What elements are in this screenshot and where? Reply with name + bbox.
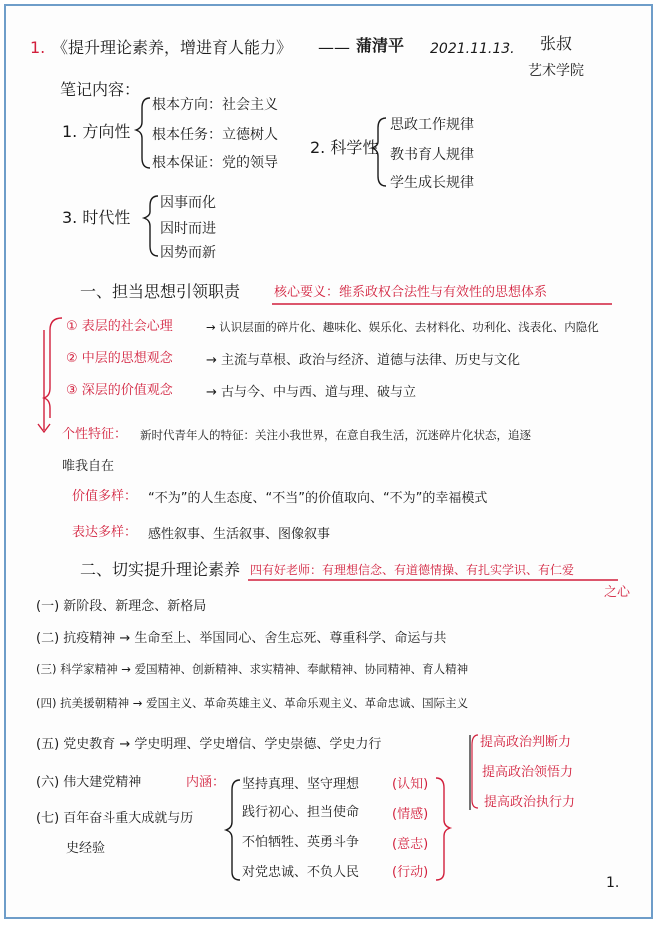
header-author: 张叔: [540, 34, 573, 53]
s1-personal-cont: 唯我自在: [62, 459, 115, 474]
s2-teacher: 四有好老师：有理想信念、有道德情操、有扎实学识、有仁爱: [250, 563, 575, 577]
header-school: 艺术学院: [528, 63, 584, 79]
s2-inner-tag: (认知): [392, 777, 429, 792]
s2-inner-text: 对党忠诚、不负人民: [242, 865, 360, 880]
p3-item: 因事而化: [160, 195, 216, 211]
p1-label: 1. 方向性: [62, 122, 131, 141]
s1-item-text: → 认识层面的碎片化、趣味化、娱乐化、去材料化、功利化、浅表化、内隐化: [206, 320, 599, 334]
header-title: 《提升理论素养，增进育人能力》: [52, 38, 293, 57]
s2-inner-text: 不怕牺牲、英勇斗争: [242, 835, 360, 850]
s1-express-text: 感性叙事、生活叙事、图像叙事: [148, 527, 331, 542]
s2-improve: 提高政治执行力: [484, 795, 576, 810]
s2-inner-tag: (情感): [392, 807, 429, 822]
p1-item: 根本保证：党的领导: [152, 155, 278, 171]
s2-item: (二) 抗疫精神 → 生命至上、举国同心、舍生忘死、尊重科学、命运与共: [36, 631, 447, 646]
s2-item: (五) 党史教育 → 学史明理、学史增信、学史崇德、学史力行: [36, 737, 382, 752]
s1-item-label: ① 表层的社会心理: [66, 319, 173, 334]
s2-improve: 提高政治领悟力: [482, 765, 574, 780]
s2-title: 二、切实提升理论素养: [80, 560, 241, 579]
header-number: 1.: [30, 38, 46, 57]
s2-inner-text: 践行初心、担当使命: [242, 805, 360, 820]
s2-inner-label: 内涵：: [186, 775, 226, 790]
s2-item: (四) 抗美援朝精神 → 爱国主义、革命英雄主义、革命乐观主义、革命忠诚、国际主义: [36, 696, 469, 710]
s2-item6-label: (六) 伟大建党精神: [36, 775, 142, 790]
red-bracket-s1: [44, 318, 62, 418]
s2-item: (一) 新阶段、新理念、新格局: [36, 599, 207, 614]
header-dash: ——: [318, 38, 350, 57]
p2-item: 学生成长规律: [390, 175, 474, 191]
notes-label: 笔记内容：: [60, 80, 141, 99]
s1-item-label: ② 中层的思想观念: [66, 351, 173, 366]
s2-inner-tag: (行动): [392, 865, 429, 880]
s1-item-label: ③ 深层的价值观念: [66, 383, 173, 398]
header-date: 2021.11.13.: [430, 41, 515, 57]
header-speaker: 蒲清平: [356, 36, 405, 55]
s1-personal-text: 新时代青年人的特征：关注小我世界，在意自我生活，沉迷碎片化状态，追逐: [140, 428, 531, 442]
s1-personal-label: 个性特征：: [62, 427, 128, 442]
brace-p1: [136, 98, 150, 168]
brace-item6: [226, 780, 240, 880]
s1-essence: 核心要义：维系政权合法性与有效性的思想体系: [274, 285, 548, 300]
s1-value-text: “不为”的人生态度、“不当”的价值取向、“不为”的幸福模式: [148, 491, 488, 506]
p1-item: 根本任务：立德树人: [152, 127, 278, 143]
s2-item: (三) 科学家精神 → 爱国精神、创新精神、求实精神、奉献精神、协同精神、育人精神: [36, 662, 469, 676]
brace-tags: [436, 778, 450, 880]
s1-item-text: → 主流与草根、政治与经济、道德与法律、历史与文化: [206, 353, 521, 368]
bracket-improve: [472, 735, 478, 808]
p3-label: 3. 时代性: [62, 208, 131, 227]
p1-item: 根本方向：社会主义: [152, 97, 278, 113]
p2-item: 教书育人规律: [390, 147, 474, 163]
p2-item: 思政工作规律: [390, 117, 474, 133]
s2-item7-b: 史经验: [66, 841, 106, 856]
s1-item-text: → 古与今、中与西、道与理、破与立: [206, 385, 417, 400]
s1-value-label: 价值多样：: [72, 489, 138, 504]
s2-teacher-cont: 之心: [604, 585, 631, 600]
p2-label: 2. 科学性: [310, 138, 379, 157]
page-number: 1.: [606, 875, 620, 891]
brace-p3: [144, 196, 158, 256]
p3-item: 因时而进: [160, 221, 216, 237]
s2-improve: 提高政治判断力: [480, 735, 572, 750]
s2-inner-text: 坚持真理、坚守理想: [242, 777, 360, 792]
s1-title: 一、担当思想引领职责: [80, 282, 241, 301]
s2-inner-tag: (意志): [392, 837, 429, 852]
s1-express-label: 表达多样：: [72, 525, 138, 540]
s2-item7-a: (七) 百年奋斗重大成就与历: [36, 811, 194, 826]
p3-item: 因势而新: [160, 245, 216, 261]
red-arrow-down: [38, 330, 50, 432]
